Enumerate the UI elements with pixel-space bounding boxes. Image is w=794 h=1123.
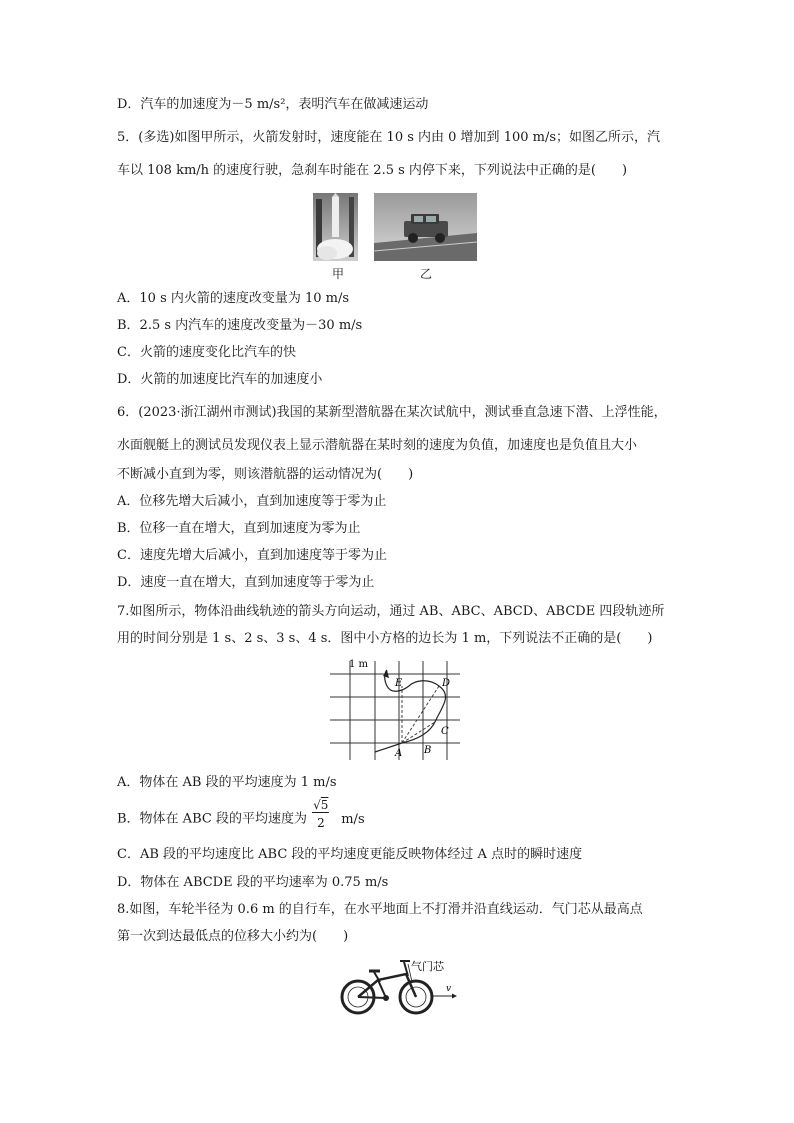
q6-stem-line3: 不断减小直到为零，则该潜航器的运动情况为( ) [117, 467, 414, 482]
q6-stem-line1: 6．(2023·浙江湖州市测试)我国的某新型潜航器在某次试航中，测试垂直急速下潜、上浮性能， [117, 405, 667, 420]
fraction-bar [312, 812, 329, 813]
car-photo [374, 193, 477, 261]
point-a-label: A [395, 748, 403, 759]
figure-label-jia: 甲 [332, 267, 345, 281]
figure-label-yi: 乙 [420, 267, 433, 281]
bicycle-figure [338, 952, 463, 1018]
q6-option-a: A．位移先增大后减小，直到加速度等于零为止 [117, 494, 387, 509]
trajectory-curve [375, 670, 446, 752]
point-d-label: D [442, 678, 451, 689]
fraction-denominator: 2 [317, 816, 325, 830]
q6-option-d: D．速度一直在增大，直到加速度等于零为止 [117, 575, 375, 590]
q7-option-c: C．AB 段的平均速度比 ABC 段的平均速度更能反映物体经过 A 点时的瞬时速度 [117, 847, 583, 862]
q7-option-d: D．物体在 ABCDE 段的平均速率为 0.75 m/s [117, 875, 389, 890]
point-c-label: C [441, 726, 449, 737]
q8-stem-line1: 8.如图，车轮半径为 0.6 m 的自行车，在水平地面上不打滑并沿直线运动．气门芯从最高点 [117, 902, 643, 917]
q5-stem-line1: 5．(多选)如图甲所示，火箭发射时，速度能在 10 s 内由 0 增加到 100 m/s；如图乙所示，汽 [117, 130, 661, 145]
q7-stem-line1: 7.如图所示，物体沿曲线轨迹的箭头方向运动，通过 AB、ABC、ABCD、ABCDE 四段轨迹所 [117, 604, 665, 619]
grid-scale-label: 1 m [349, 659, 369, 670]
point-b-label: B [424, 745, 432, 756]
velocity-label: v [446, 984, 452, 994]
sqrt-fraction [311, 798, 331, 830]
q5-option-a: A．10 s 内火箭的速度改变量为 10 m/s [117, 291, 350, 306]
q8-stem-line2: 第一次到达最低点的位移大小约为( ) [117, 929, 349, 944]
q7-stem-line2: 用的时间分别是 1 s、2 s、3 s、4 s．图中小方格的边长为 1 m，下列说法不正确的是( ) [117, 631, 653, 646]
q6-stem-line2: 水面舰艇上的测试员发现仪表上显示潜航器在某时刻的速度为负值，加速度也是负值且大小 [117, 438, 638, 453]
q7-option-a: A．物体在 AB 段的平均速度为 1 m/s [117, 775, 337, 790]
displacement-chords [402, 686, 439, 743]
trajectory-grid-figure [325, 656, 465, 764]
q7-option-b-unit: m/s [341, 811, 365, 827]
q4-option-d: D．汽车的加速度为－5 m/s²，表明汽车在做减速运动 [117, 97, 429, 112]
q5-option-d: D．火箭的加速度比汽车的加速度小 [117, 372, 323, 387]
q5-option-b: B．2.5 s 内汽车的速度改变量为－30 m/s [117, 318, 363, 333]
q5-stem-line2: 车以 108 km/h 的速度行驶，急刹车时能在 2.5 s 内停下来，下列说法中正确的是( ) [117, 163, 628, 178]
q6-option-c: C．速度先增大后减小，直到加速度等于零为止 [117, 548, 387, 563]
q6-option-b: B．位移一直在增大，直到加速度为零为止 [117, 521, 361, 536]
sqrt-radical: √5 [313, 798, 329, 812]
rocket-photo [313, 193, 358, 261]
sqrt-radicand: 5 [320, 798, 329, 812]
q5-option-c: C．火箭的速度变化比汽车的快 [117, 345, 296, 360]
point-e-label: E [395, 678, 403, 689]
q7-option-b [117, 798, 365, 830]
valve-core-label: 气门芯 [411, 960, 444, 973]
q7-option-b-prefix: B．物体在 ABC 段的平均速度为 [117, 811, 307, 827]
